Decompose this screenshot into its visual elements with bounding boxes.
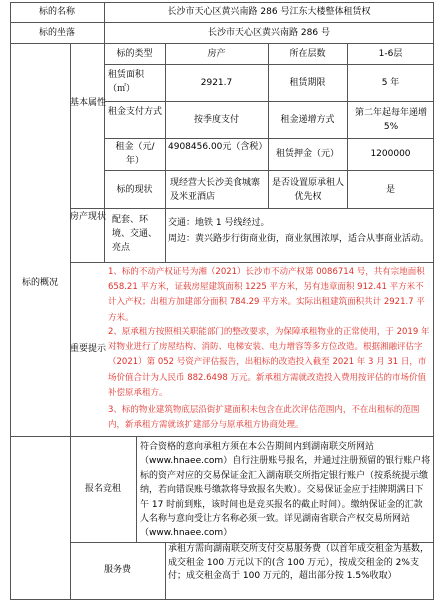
floor-value: 1-6层: [378, 49, 403, 59]
deposit-value: 1200000: [370, 149, 411, 159]
name-value: 长沙市天心区黄兴南路 286 号江东大楼整体租赁权: [167, 7, 371, 17]
status-value: 现经营大长沙美食城寨及米亚酒店: [170, 178, 261, 202]
env-line2: 周边：黄兴路步行街商业街，商业氛围浓厚，适合从事商业活动。: [168, 234, 430, 244]
signup-text: 符合资格的意向承租方须在本公告期间内到湖南联交所网站（www.hnaee.com）自行注册账号报名，并通过注册预留的银行账户将标的资产对应的交易保证金汇入湖南联交所指定银行账户（按系统提示缴纳，若向错误账号缴款将导致报名失败）。交易保证金应于挂牌期满日下午 17 时前到账，该时间也是竞买报名的截止时间）。缴纳保证金的汇款人名称与意向受让方名称必须一致。详见湖南省联合产权交易所网站（www.hnaee.com）: [140, 442, 431, 539]
fee-text: 承租方需向湖南联交所支付交易服务费（以首年成交租金为基数，成交租金 100 万元以下的(含 100 万元），按成交租金的 2%支付；成交租金高于 100 万元的，超出部分按 1.5%收取）: [168, 544, 430, 582]
floor-label: 所在层数: [289, 49, 326, 59]
area-value: 2921.7: [200, 78, 233, 88]
name-label: 标的名称: [38, 7, 75, 17]
status-label: 标的现状: [116, 185, 153, 195]
env-label: 配套、环境、交通、亮点: [112, 215, 158, 253]
priority-value: 是: [385, 185, 395, 195]
type-label: 标的类型: [116, 49, 153, 59]
location-label: 标的坐落: [38, 28, 75, 38]
term-value: 5 年: [381, 78, 400, 88]
env-line1: 交通：地铁 1 号线经过。: [168, 218, 270, 228]
rent-value: 4908456.00元（含税）: [168, 142, 268, 152]
payment-value: 按季度支付: [193, 115, 239, 125]
increase-label: 租金递增方式: [280, 115, 335, 125]
notice-item-2: 2、原承租方按照相关职能部门的整改要求，为保障承租物业的正常使用，于 2019 年对物业进行了房屋结构、消防、电梯安装、电力增容等多方位改造。根据湘融评估字（2021）第 052 号资产评估报告，出租标的改造投入截至 2021 年 3 月 31 日，市场价值合计为人民币 882.6498 万元。新承租方需就改造投入费用按评估的市场价值补偿原承租方。: [108, 327, 430, 398]
basic-section-label: 基本属性: [70, 98, 107, 108]
type-value: 房产: [207, 49, 226, 59]
priority-label: 是否设置原承租人优先权: [271, 178, 344, 202]
payment-label: 租金支付方式: [108, 107, 163, 117]
deposit-label: 租赁押金（元）: [275, 149, 339, 159]
signup-label: 报名竞租: [84, 484, 121, 494]
current-section-label-text: 房产现状: [70, 212, 107, 222]
area-label: 租赁面积（㎡）: [108, 70, 145, 94]
rent-label: 租金（元/年）: [115, 142, 155, 166]
notice-item-1: 1、标的不动产权证号为湘（2021）长沙市不动产权第 0086714 号，共有宗地面积 658.21 平方米，证载房屋建筑面积 1225 平方米，另有违章面积 912.41 平方米不计入产权；出租方加建部分面积 784.29 平方米。实际出租建筑面积共计 2921.7 平方米。: [108, 267, 425, 323]
fee-label: 服务费: [103, 565, 131, 575]
notice-label: 重要提示: [70, 344, 107, 354]
overview-label: 标的概况: [21, 278, 58, 288]
term-label: 租赁期限: [289, 78, 326, 88]
increase-value: 第二年起每年递增5%: [354, 108, 427, 132]
notice-item-3: 3、标的物业建筑物底层沿街扩建面积未包含在此次评估范围内，不在出租标的范围内，新承租方需就该扩建部分与原承租方协商处理。: [108, 405, 420, 431]
location-value: 长沙市天心区黄兴南路 286 号: [208, 28, 330, 38]
